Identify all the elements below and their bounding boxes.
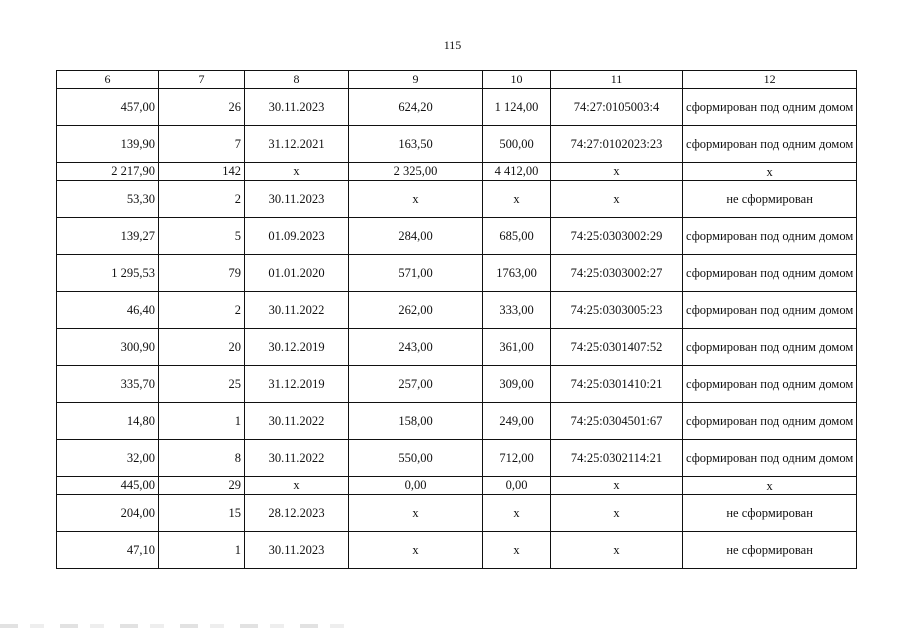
cell-col-7: 25 xyxy=(159,366,245,403)
cell-col-8: х xyxy=(245,163,349,181)
cell-col-6: 457,00 xyxy=(57,89,159,126)
cell-col-6: 300,90 xyxy=(57,329,159,366)
cell-col-6: 204,00 xyxy=(57,495,159,532)
table-row xyxy=(57,495,857,532)
table-row xyxy=(57,292,857,329)
cell-col-12: х xyxy=(683,163,857,181)
table-row xyxy=(57,440,857,477)
cell-col-11: х xyxy=(551,532,683,569)
table-row xyxy=(57,403,857,440)
cell-col-7: 7 xyxy=(159,126,245,163)
header-col-12: 12 xyxy=(683,71,857,89)
header-col-11: 11 xyxy=(551,71,683,89)
cell-col-9: 158,00 xyxy=(349,403,483,440)
cell-col-9: 243,00 xyxy=(349,329,483,366)
cell-col-7: 79 xyxy=(159,255,245,292)
cell-col-10: 685,00 xyxy=(483,218,551,255)
header-col-6: 6 xyxy=(57,71,159,89)
cell-col-7: 29 xyxy=(159,477,245,495)
table-row xyxy=(57,163,857,181)
cell-col-8: 30.12.2019 xyxy=(245,329,349,366)
table-row xyxy=(57,218,857,255)
cell-col-10: 361,00 xyxy=(483,329,551,366)
table-row xyxy=(57,532,857,569)
cell-col-7: 5 xyxy=(159,218,245,255)
cell-col-10: 1 124,00 xyxy=(483,89,551,126)
cell-col-6: 1 295,53 xyxy=(57,255,159,292)
cell-col-7: 15 xyxy=(159,495,245,532)
cell-col-10: 249,00 xyxy=(483,403,551,440)
cell-col-11: 74:25:0303002:27 xyxy=(551,255,683,292)
cell-col-12: сформирован под одним домом xyxy=(683,218,857,255)
cell-col-11: х xyxy=(551,477,683,495)
cell-col-7: 20 xyxy=(159,329,245,366)
cell-col-12: сформирован под одним домом xyxy=(683,366,857,403)
header-col-7: 7 xyxy=(159,71,245,89)
cell-col-6: 47,10 xyxy=(57,532,159,569)
cell-col-6: 14,80 xyxy=(57,403,159,440)
header-col-9: 9 xyxy=(349,71,483,89)
cell-col-8: 01.01.2020 xyxy=(245,255,349,292)
cell-col-7: 2 xyxy=(159,292,245,329)
cell-col-6: 53,30 xyxy=(57,181,159,218)
cell-col-10: 4 412,00 xyxy=(483,163,551,181)
header-col-10: 10 xyxy=(483,71,551,89)
cell-col-9: 0,00 xyxy=(349,477,483,495)
cell-col-11: х xyxy=(551,163,683,181)
cell-col-11: 74:25:0303005:23 xyxy=(551,292,683,329)
cell-col-11: 74:25:0301407:52 xyxy=(551,329,683,366)
cell-col-9: 550,00 xyxy=(349,440,483,477)
cell-col-10: 309,00 xyxy=(483,366,551,403)
cell-col-9: 284,00 xyxy=(349,218,483,255)
cell-col-7: 1 xyxy=(159,532,245,569)
cell-col-8: 01.09.2023 xyxy=(245,218,349,255)
header-row xyxy=(57,71,857,89)
cell-col-8: 30.11.2022 xyxy=(245,403,349,440)
cell-col-12: сформирован под одним домом xyxy=(683,292,857,329)
cell-col-6: 445,00 xyxy=(57,477,159,495)
cell-col-11: 74:25:0304501:67 xyxy=(551,403,683,440)
cell-col-6: 139,90 xyxy=(57,126,159,163)
cell-col-7: 1 xyxy=(159,403,245,440)
cell-col-9: 571,00 xyxy=(349,255,483,292)
cell-col-12: сформирован под одним домом xyxy=(683,440,857,477)
cell-col-9: 2 325,00 xyxy=(349,163,483,181)
cell-col-12: не сформирован xyxy=(683,181,857,218)
cell-col-8: 30.11.2022 xyxy=(245,292,349,329)
cell-col-10: 500,00 xyxy=(483,126,551,163)
table-row xyxy=(57,255,857,292)
cell-col-6: 139,27 xyxy=(57,218,159,255)
table-row xyxy=(57,366,857,403)
cell-col-12: не сформирован xyxy=(683,495,857,532)
cell-col-10: х xyxy=(483,495,551,532)
cell-col-12: сформирован под одним домом xyxy=(683,89,857,126)
cell-col-12: сформирован под одним домом xyxy=(683,403,857,440)
cell-col-12: х xyxy=(683,477,857,495)
data-table xyxy=(56,70,857,569)
cell-col-8: 30.11.2023 xyxy=(245,89,349,126)
cell-col-9: 624,20 xyxy=(349,89,483,126)
table-row xyxy=(57,126,857,163)
cell-col-11: 74:27:0102023:23 xyxy=(551,126,683,163)
cell-col-10: х xyxy=(483,181,551,218)
page-number: 115 xyxy=(443,38,462,52)
cell-col-7: 2 xyxy=(159,181,245,218)
cell-col-10: 0,00 xyxy=(483,477,551,495)
cell-col-10: 333,00 xyxy=(483,292,551,329)
cell-col-12: не сформирован xyxy=(683,532,857,569)
cell-col-7: 8 xyxy=(159,440,245,477)
cell-col-11: 74:25:0301410:21 xyxy=(551,366,683,403)
cell-col-12: сформирован под одним домом xyxy=(683,329,857,366)
cell-col-8: 30.11.2022 xyxy=(245,440,349,477)
cell-col-6: 46,40 xyxy=(57,292,159,329)
cell-col-9: 163,50 xyxy=(349,126,483,163)
cell-col-11: 74:25:0303002:29 xyxy=(551,218,683,255)
cell-col-7: 26 xyxy=(159,89,245,126)
cell-col-9: х xyxy=(349,181,483,218)
table-row xyxy=(57,477,857,495)
cell-col-9: х xyxy=(349,532,483,569)
cell-col-8: 31.12.2021 xyxy=(245,126,349,163)
cell-col-6: 335,70 xyxy=(57,366,159,403)
cell-col-11: х xyxy=(551,495,683,532)
scan-artifact xyxy=(0,624,360,628)
cell-col-8: 31.12.2019 xyxy=(245,366,349,403)
table-row xyxy=(57,329,857,366)
cell-col-12: сформирован под одним домом xyxy=(683,126,857,163)
cell-col-10: 712,00 xyxy=(483,440,551,477)
table-row xyxy=(57,89,857,126)
cell-col-6: 2 217,90 xyxy=(57,163,159,181)
cell-col-9: 257,00 xyxy=(349,366,483,403)
cell-col-12: сформирован под одним домом xyxy=(683,255,857,292)
table-body xyxy=(57,89,857,569)
cell-col-7: 142 xyxy=(159,163,245,181)
cell-col-8: 28.12.2023 xyxy=(245,495,349,532)
header-col-8: 8 xyxy=(245,71,349,89)
cell-col-11: 74:25:0302114:21 xyxy=(551,440,683,477)
cell-col-8: 30.11.2023 xyxy=(245,532,349,569)
cell-col-8: х xyxy=(245,477,349,495)
cell-col-11: 74:27:0105003:4 xyxy=(551,89,683,126)
cell-col-8: 30.11.2023 xyxy=(245,181,349,218)
cell-col-10: х xyxy=(483,532,551,569)
cell-col-10: 1763,00 xyxy=(483,255,551,292)
cell-col-11: х xyxy=(551,181,683,218)
cell-col-9: х xyxy=(349,495,483,532)
cell-col-9: 262,00 xyxy=(349,292,483,329)
cell-col-6: 32,00 xyxy=(57,440,159,477)
table-row xyxy=(57,181,857,218)
